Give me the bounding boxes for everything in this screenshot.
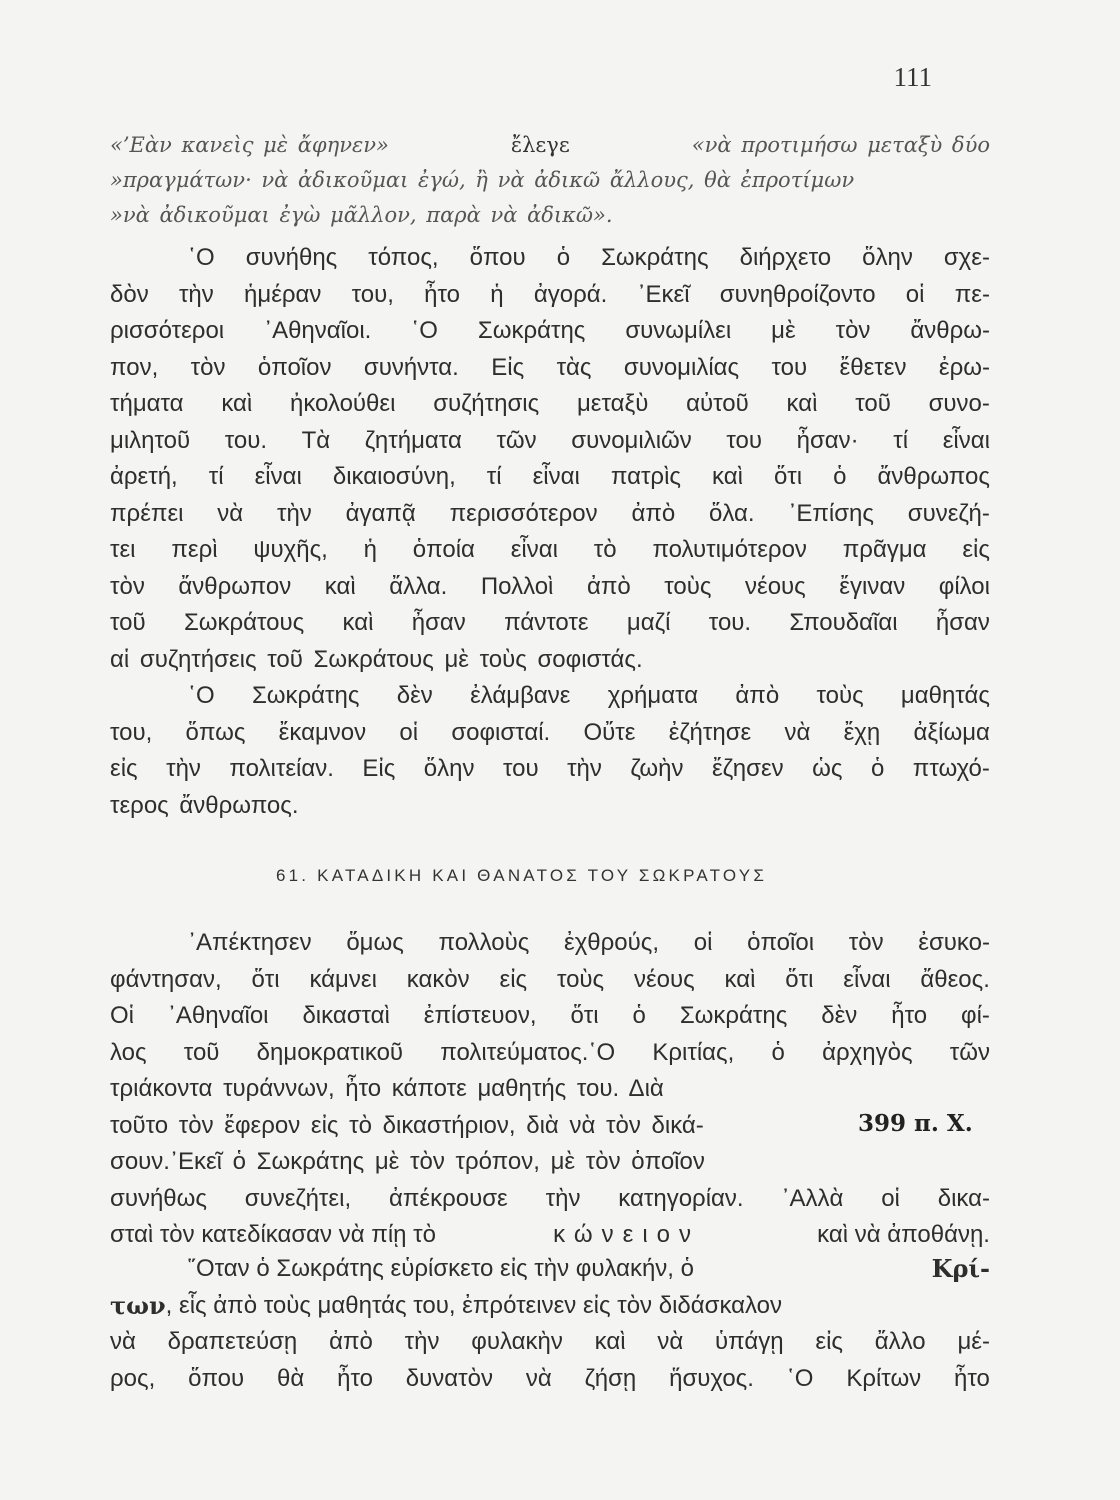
word: Κριτίας, — [652, 1038, 735, 1066]
word: καὶ — [786, 390, 818, 417]
word: πολιτεύματος.῾Ο — [440, 1038, 616, 1066]
word: ὁποία — [412, 536, 475, 563]
word: ἐζήτησε — [668, 718, 752, 746]
word: δὲν — [396, 682, 433, 709]
word: ἔζησεν — [711, 755, 784, 782]
word: ἀπὸ — [735, 682, 780, 709]
word: λος — [110, 1038, 147, 1066]
word: τῶν — [496, 426, 537, 454]
text-line: σουν.᾿Εκεῖ ὁ Σωκράτης μὲ τὸν τρόπον, μὲ τὸν ὁποῖον — [110, 1148, 705, 1175]
word: καὶ — [324, 572, 356, 600]
word: Σωκράτης — [679, 1002, 788, 1029]
word: τήματα — [110, 390, 184, 417]
word: ἄνθρω- — [910, 317, 990, 344]
word: Πολλοὶ — [480, 572, 554, 600]
word: τόπος, — [368, 244, 439, 271]
text-line — [110, 277, 990, 314]
word: τοὺς — [556, 965, 605, 993]
word: διήρχετο — [739, 244, 832, 271]
word: του, — [110, 718, 153, 746]
spaced-word: κώνειον — [553, 1221, 700, 1248]
word: συνήθης — [245, 244, 338, 271]
word: συζήτησις — [433, 390, 540, 417]
text-line — [110, 1035, 990, 1072]
word: ἡ — [490, 280, 504, 308]
word: περὶ — [171, 536, 218, 563]
word: Οὔτε — [583, 718, 636, 746]
word: δικασταὶ — [302, 1002, 390, 1029]
word: οἱ — [693, 929, 713, 956]
quote-fragment: ἔλεγε — [510, 133, 570, 157]
text-line — [110, 678, 990, 715]
word: Σωκράτης — [601, 244, 709, 271]
text-line — [110, 1181, 990, 1218]
text-line — [110, 423, 990, 460]
word: φυλακὴν — [471, 1328, 563, 1355]
word: τοῦ — [183, 1038, 220, 1066]
word: ὅλην — [423, 755, 475, 782]
word: του — [771, 353, 808, 381]
word: τὸν — [190, 353, 226, 381]
word: ᾿Εκεῖ — [637, 280, 690, 308]
word: δυνατὸν — [405, 1364, 493, 1392]
word: τὸν — [848, 929, 884, 956]
word: εἰς — [499, 965, 528, 993]
text-line — [110, 459, 990, 496]
word: Κρίτων — [846, 1364, 922, 1392]
page-number: 111 — [893, 62, 932, 92]
word: ὅπως — [185, 718, 246, 746]
word: μὲ — [771, 317, 796, 344]
word: τὴν — [178, 280, 214, 308]
text-line: τοῦτο τὸν ἔφερον εἰς τὸ δικαστήριον, διὰ νὰ τὸν δικά- — [110, 1111, 704, 1139]
word: ῾Ο — [188, 682, 215, 709]
word: κατηγορίαν. — [618, 1184, 744, 1212]
word: συνήθως — [110, 1184, 207, 1212]
word: ᾿Επίσης — [788, 499, 874, 527]
word: σοφισταί. — [451, 718, 551, 746]
word: πάντοτε — [504, 609, 589, 636]
word: συνο- — [928, 390, 990, 417]
word: του, — [351, 280, 394, 308]
word: μιλητοῦ — [110, 426, 191, 454]
text-line — [110, 751, 990, 788]
quote-line — [110, 128, 990, 163]
word: εἶναι — [532, 463, 580, 490]
text-fragment: ῞Οταν ὁ Σωκράτης εὑρίσκετο εἰς τὴν φυλακήν, ὁ — [188, 1255, 694, 1282]
word: καὶ — [342, 609, 374, 636]
word: οἱ — [399, 718, 419, 746]
word: ὁ — [556, 244, 571, 271]
text-line — [110, 1251, 990, 1288]
bold-name: Κρί- — [931, 1254, 990, 1283]
word: ἀπὸ — [329, 1328, 373, 1355]
word: ἄλλα. — [389, 572, 448, 600]
word: τοὺς — [816, 682, 864, 709]
word: ὁ — [870, 755, 885, 782]
text-line — [110, 350, 990, 387]
word: τὸν — [110, 572, 145, 600]
section-heading: 61. ΚΑΤΑΔΙΚΗ ΚΑΙ ΘΑΝΑΤΟΣ ΤΟΥ ΣΩΚΡΑΤΟΥΣ — [276, 866, 768, 885]
text-line — [110, 925, 990, 962]
word: πρέπει — [110, 499, 184, 527]
word: νὰ — [525, 1364, 552, 1392]
word: Εἰς — [491, 353, 525, 381]
word: δικα- — [937, 1184, 990, 1212]
text-line — [110, 1217, 990, 1254]
quote-line — [110, 198, 990, 233]
paragraph-1 — [110, 240, 990, 824]
word: εἶναι — [942, 426, 990, 454]
word: τὴν — [166, 755, 201, 782]
word: ὅπου — [188, 1364, 245, 1392]
text-fragment: , εἷς ἀπὸ τοὺς μαθητάς του, ἐπρότεινεν εἰς τὸν διδάσκαλον — [165, 1291, 783, 1319]
word: ἀρετή, — [110, 463, 178, 490]
word: ὁ — [833, 463, 847, 490]
word: πε- — [954, 280, 990, 308]
word: δὲν — [821, 1002, 858, 1029]
word: ῾Ο — [188, 244, 215, 271]
word: συνομιλίας — [623, 353, 740, 381]
text-line — [110, 962, 990, 999]
paragraph-3 — [110, 925, 990, 1254]
text-line — [110, 1361, 990, 1398]
word: ὅτι — [785, 965, 814, 993]
word: αὐτοῦ — [686, 390, 749, 417]
word: εἶναι — [510, 536, 558, 563]
word: ὡς — [812, 755, 843, 782]
word: δραπετεύσῃ — [167, 1328, 298, 1355]
word: ζητήματα — [364, 426, 462, 454]
word: τῶν — [949, 1038, 990, 1066]
word: χρήματα — [607, 682, 699, 709]
word: φίλοι — [938, 572, 990, 600]
word: μεταξὺ — [576, 390, 649, 417]
word: πολιτείαν. — [229, 755, 334, 782]
word: εἰς — [815, 1328, 843, 1355]
word: τὰς — [556, 353, 592, 381]
word: ἦτο — [337, 1364, 373, 1392]
word: ψυχῆς, — [253, 536, 328, 563]
word: τοῦ — [855, 390, 891, 417]
word: ἐπίστευον, — [423, 1002, 537, 1029]
word: οἱ — [905, 280, 925, 308]
word: ἡ — [363, 536, 377, 563]
word: τὴν — [545, 1184, 581, 1212]
word: ἦσαν — [935, 609, 990, 636]
word: συνεζήτει, — [244, 1184, 352, 1212]
word: ζήσῃ — [584, 1364, 637, 1392]
word: του. — [224, 426, 268, 454]
word: οἱ — [881, 1184, 900, 1212]
text-line — [110, 532, 990, 569]
word: θὰ — [277, 1364, 305, 1392]
word: Εἰς — [362, 755, 396, 782]
word: νὰ — [110, 1328, 136, 1355]
word: σχε- — [943, 244, 990, 271]
text-line: τριάκοντα τυράννων, ἦτο κάποτε μαθητής του. Διὰ — [110, 1075, 664, 1102]
word: ἐχθρούς, — [564, 929, 660, 956]
word: ἄνθρωπον — [178, 572, 292, 600]
text-line — [110, 1324, 990, 1361]
word: κακὸν — [406, 965, 470, 993]
word: καὶ — [724, 965, 756, 993]
word: νὰ — [784, 718, 811, 746]
word: δημοκρατικοῦ — [256, 1038, 404, 1066]
word: δικαιοσύνη, — [332, 463, 456, 490]
quote-fragment: «’Εὰν κανεὶς μὲ ἄφηνεν» — [110, 133, 389, 157]
word: ἐσυκο- — [918, 929, 990, 956]
word: ὅλα. — [709, 499, 755, 527]
word: φάντησαν, — [110, 965, 222, 993]
word: Σωκράτης — [477, 317, 586, 344]
word: πατρὶς — [610, 463, 681, 490]
word: ὅλην — [862, 244, 913, 271]
word: ᾿Αθηναῖοι. — [264, 317, 372, 344]
word: τοὺς — [664, 572, 712, 600]
word: ἔχῃ — [843, 718, 881, 746]
bold-name: των — [110, 1290, 166, 1320]
text-line — [110, 998, 990, 1035]
word: ἦσαν· — [796, 426, 859, 454]
word: ἀπέκρουσε — [388, 1184, 508, 1212]
word: ἦτο — [891, 1002, 928, 1029]
word: ὁποῖοι — [747, 929, 815, 956]
quotation — [110, 128, 990, 233]
word: ζωὴν — [630, 755, 684, 782]
word: του. — [708, 609, 752, 636]
quote-fragment: »πραγμάτων· νὰ ἀδικοῦμαι ἐγώ, ἢ νὰ ἀδικῶ ἄλλους, θὰ ἐπροτίμων — [110, 168, 855, 192]
text-line — [110, 496, 990, 533]
word: συνωμίλει — [625, 317, 732, 344]
word: ἠκολούθει — [290, 390, 396, 417]
word: φί- — [961, 1002, 990, 1029]
text-line — [110, 569, 990, 606]
word: νέους — [745, 572, 806, 600]
paragraph-4 — [110, 1251, 990, 1397]
word: τὸν — [835, 317, 871, 344]
margin-date: 399 π. Χ. — [858, 1110, 973, 1137]
word: ὅτι — [251, 965, 280, 993]
word: ἀγορά. — [533, 280, 608, 308]
word: καὶ — [712, 463, 743, 490]
word: νὰ — [217, 499, 244, 527]
word: ὅτι — [570, 1002, 599, 1029]
word: ἀπὸ — [631, 499, 676, 527]
word: περισσότερον — [449, 499, 598, 527]
word: δὸν — [110, 280, 149, 308]
word: μέ- — [957, 1328, 990, 1355]
word: ὅμως — [346, 929, 404, 956]
word: ὁ — [632, 1002, 646, 1029]
word: Σπουδαῖαι — [789, 609, 898, 636]
word: ρισσότεροι — [110, 317, 225, 344]
text-line — [110, 1288, 990, 1325]
word: τοῦ — [110, 609, 146, 636]
word: συνήντα. — [363, 353, 459, 381]
word: εἰς — [110, 755, 138, 782]
word: τὴν — [276, 499, 312, 527]
word: ᾿Απέκτησεν — [188, 929, 312, 956]
word: του — [502, 755, 539, 782]
word: ὑπάγῃ — [715, 1328, 784, 1355]
word: πρᾶγμα — [842, 536, 927, 563]
word: ἐρω- — [938, 353, 990, 381]
text-line — [110, 240, 990, 277]
word: κάμνει — [309, 965, 377, 993]
word: Σωκράτης — [251, 682, 360, 709]
word: του — [726, 426, 763, 454]
text-fragment: σταὶ τὸν κατεδίκασαν νὰ πίῃ τὸ — [110, 1221, 436, 1248]
word: εἰς — [962, 536, 990, 563]
word: ᾿Αθηναῖοι — [167, 1002, 269, 1029]
word: ἦτο — [954, 1364, 990, 1392]
word: συνεζή- — [907, 499, 990, 527]
word: τί — [486, 463, 502, 490]
word: τί — [893, 426, 909, 454]
word: ἄνθρωπος — [877, 463, 990, 490]
word: πολλοὺς — [438, 929, 530, 956]
word: συνομιλιῶν — [571, 426, 692, 454]
word: ρος, — [110, 1364, 156, 1392]
word: ἄλλο — [874, 1328, 926, 1355]
word: ἔκαμνον — [278, 718, 367, 746]
text-fragment: καὶ νὰ ἀποθάνῃ. — [817, 1221, 990, 1248]
word: ἦσαν — [411, 609, 466, 636]
word: ἔθετεν — [839, 353, 907, 381]
word: ῾Ο — [786, 1364, 814, 1392]
word: πον, — [110, 353, 159, 381]
text-line — [110, 605, 990, 642]
word: καὶ — [594, 1328, 626, 1355]
text-line: αἱ συζητήσεις τοῦ Σωκράτους μὲ τοὺς σοφιστάς. — [110, 645, 643, 673]
word: ᾿Αλλὰ — [781, 1184, 844, 1212]
word: πολυτιμότερον — [652, 536, 807, 563]
word: ἦτο — [424, 280, 461, 308]
word: νὰ — [657, 1328, 684, 1355]
word: ὁ — [771, 1038, 785, 1066]
word: ὁποῖον — [257, 353, 332, 381]
text-line: τερος ἄνθρωπος. — [110, 791, 299, 819]
word: ἀξίωμα — [913, 718, 990, 746]
word: μαθητάς — [900, 682, 990, 709]
text-line — [110, 313, 990, 350]
word: ὅτι — [773, 463, 803, 490]
word: μαζί — [626, 609, 671, 636]
word: Σωκράτους — [183, 609, 305, 636]
word: τί — [208, 463, 224, 490]
word: πτωχό- — [912, 755, 990, 782]
quote-fragment: »νὰ ἀδικοῦμαι ἐγὼ μᾶλλον, παρὰ νὰ ἀδικῶ». — [110, 203, 613, 227]
word: συνηθροίζοντο — [719, 280, 876, 308]
word: καὶ — [221, 390, 253, 417]
word: Οἱ — [110, 1002, 134, 1029]
word: ἡμέραν — [244, 280, 322, 308]
word: νέους — [633, 965, 695, 993]
word: εἶναι — [254, 463, 302, 490]
word: ἀπὸ — [586, 572, 631, 600]
word: ἔγιναν — [839, 572, 906, 600]
word: τὴν — [567, 755, 602, 782]
quote-line — [110, 163, 990, 198]
word: Τὰ — [301, 426, 331, 454]
quote-fragment: «νὰ προτιμήσω μεταξὺ δύο — [691, 133, 990, 157]
word: ῾Ο — [411, 317, 438, 344]
word: ἀγαπᾷ — [345, 499, 416, 527]
word: τὸ — [593, 536, 617, 563]
word: ἀρχηγὸς — [822, 1038, 913, 1066]
word: τει — [110, 536, 136, 563]
word: τὴν — [404, 1328, 440, 1355]
word: ἐλάμβανε — [470, 682, 571, 709]
text-line — [110, 386, 990, 423]
word: ἥσυχος. — [669, 1364, 754, 1392]
word: ὅπου — [469, 244, 526, 271]
text-line — [110, 715, 990, 752]
word: εἶναι — [843, 965, 891, 993]
word: ἄθεος. — [920, 965, 990, 993]
